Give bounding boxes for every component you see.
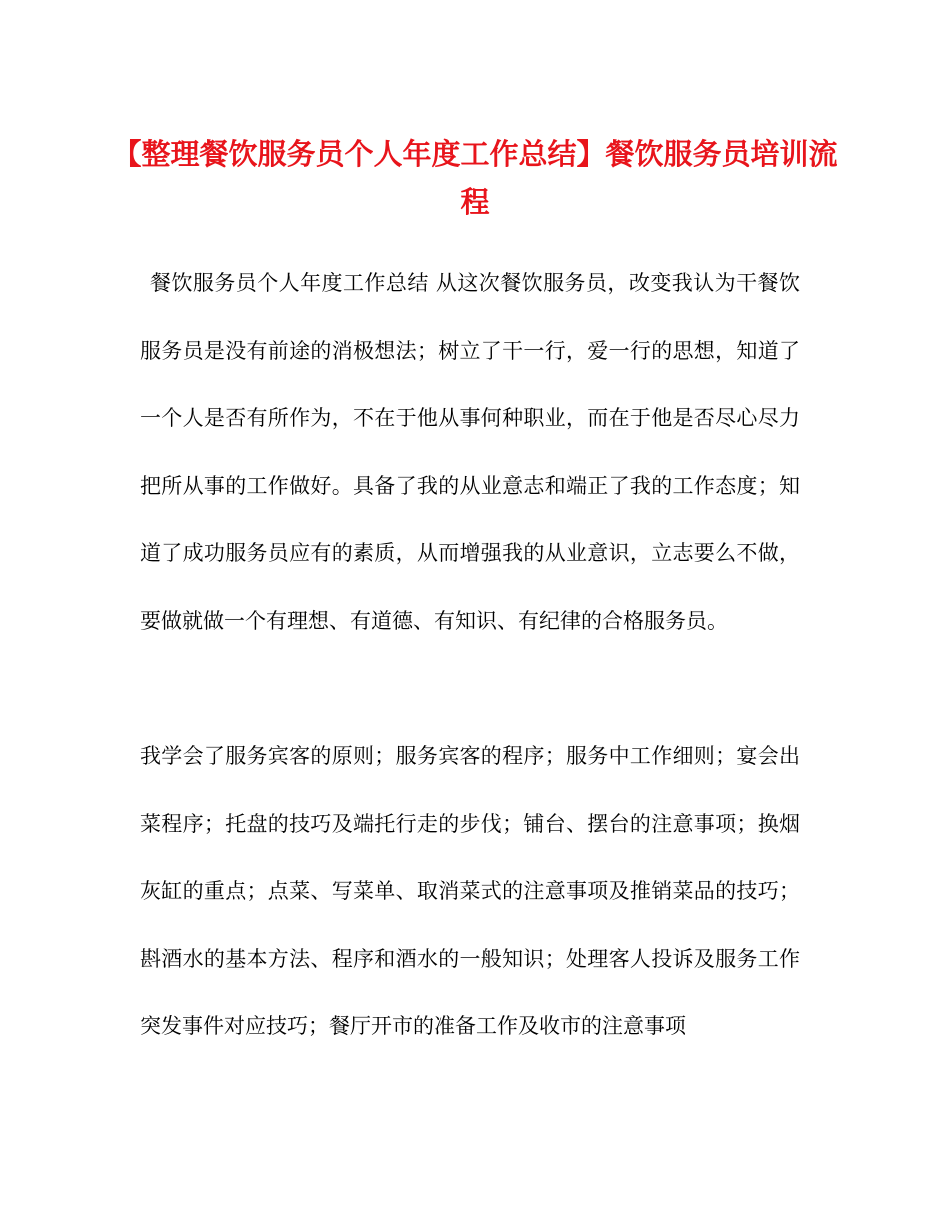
paragraph-2: 我学会了服务宾客的原则；服务宾客的程序；服务中工作细则；宴会出菜程序；托盘的技巧及端托行走的步伐；铺台、摆台的注意事项；换烟灰缸的重点；点菜、写菜单、取消菜式的注意事项及推销菜品的技巧；斟酒水的基本方法、程序和酒水的一般知识；处理客人投诉及服务工作突发事件对应技巧；餐厅开市的准备工作及收市的注意事项 (140, 744, 800, 1039)
paragraph-1: 餐饮服务员个人年度工作总结 从这次餐饮服务员，改变我认为干餐饮服务员是没有前途的消极想法；树立了干一行，爱一行的思想，知道了一个人是否有所作为，不在于他从事何种职业，而在于他是否尽心尽力把所从事的工作做好。具备了我的从业意志和端正了我的工作态度；知道了成功服务员应有的素质，从而增强我的从业意识，立志要么不做，要做就做一个有理想、有道德、有知识、有纪律的合格服务员。 (140, 271, 800, 633)
document-title: 【整理餐饮服务员个人年度工作总结】餐饮服务员培训流程 (112, 137, 838, 219)
